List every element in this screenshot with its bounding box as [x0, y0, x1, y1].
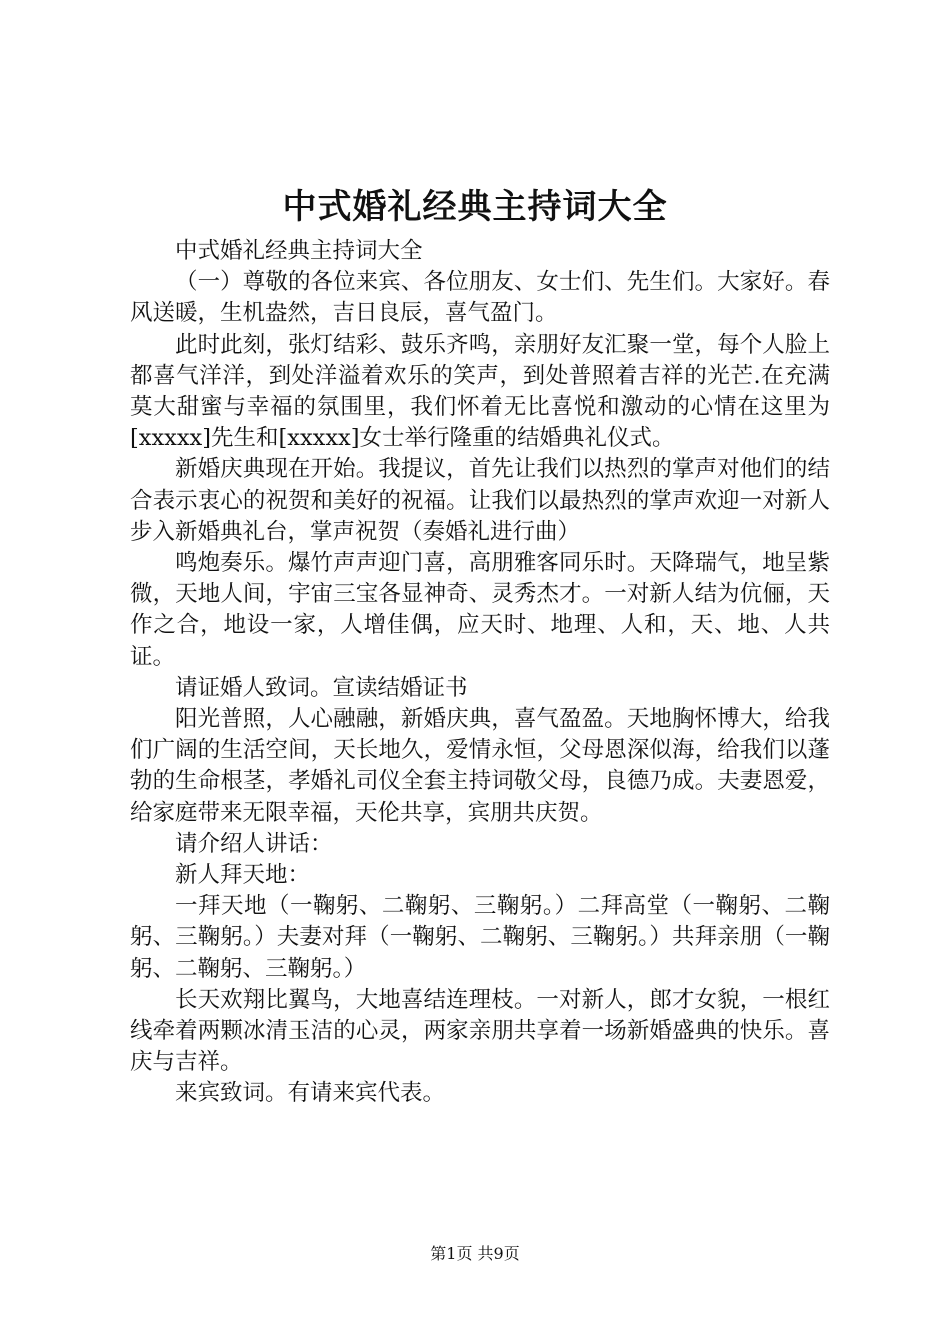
document-body: [130, 236, 830, 1110]
paragraph: 长天欢翔比翼鸟，大地喜结连理枝。一对新人，郎才女貌，一根红线牵着两颗冰清玉洁的心灵，两家亲朋共享着一场新婚盛典的快乐。喜庆与吉祥。: [130, 986, 830, 1076]
paragraph: 新婚庆典现在开始。我提议，首先让我们以热烈的掌声对他们的结合表示衷心的祝贺和美好的祝福。让我们以最热烈的掌声欢迎一对新人步入新婚典礼台，掌声祝贺（奏婚礼进行曲）: [130, 456, 830, 545]
paragraph: 新人拜天地：: [175, 862, 311, 889]
paragraph: 来宾致词。有请来宾代表。: [175, 1080, 446, 1107]
paragraph: 鸣炮奏乐。爆竹声声迎门喜，高朋雅客同乐时。天降瑞气，地呈紫微，天地人间，宇宙三宝各显神奇、灵秀杰才。一对新人结为伉俪，天作之合，地设一家，人增佳偶，应天时、地理、人和，天、地、人共证。: [130, 550, 830, 670]
page-number: 第1页 共9页: [430, 1244, 520, 1263]
paragraph: （一）尊敬的各位来宾、各位朋友、女士们、先生们。大家好。春风送暖，生机盎然，吉日良辰，喜气盈门。: [130, 269, 830, 327]
paragraph: 请介绍人讲话：: [175, 830, 333, 857]
paragraph: 一拜天地（一鞠躬、二鞠躬、三鞠躬。）二拜高堂（一鞠躬、二鞠躬、三鞠躬。）夫妻对拜（一鞠躬、二鞠躬、三鞠躬。）共拜亲朋（一鞠躬、二鞠躬、三鞠躬。）: [130, 893, 830, 982]
document-title: 中式婚礼经典主持词大全: [282, 187, 668, 227]
paragraph: 中式婚礼经典主持词大全: [175, 238, 423, 264]
paragraph: 请证婚人致词。宣读结婚证书: [175, 674, 468, 701]
paragraph: 此时此刻，张灯结彩、鼓乐齐鸣，亲朋好友汇聚一堂，每个人脸上都喜气洋洋，到处洋溢着欢乐的笑声，到处普照着吉祥的光芒.在充满莫大甜蜜与幸福的氛围里，我们怀着无比喜悦和激动的心情在这里为[xxxxx]先生和[xxxxx]女士举行隆重的结婚典礼仪式。: [130, 331, 830, 452]
paragraph: 阳光普照，人心融融，新婚庆典，喜气盈盈。天地胸怀博大，给我们广阔的生活空间，天长地久，爱情永恒，父母恩深似海，给我们以蓬勃的生命根茎，孝婚礼司仪全套主持词敬父母，良德乃成。夫妻恩爱，给家庭带来无限幸福，天伦共享，宾朋共庆贺。: [130, 706, 830, 826]
